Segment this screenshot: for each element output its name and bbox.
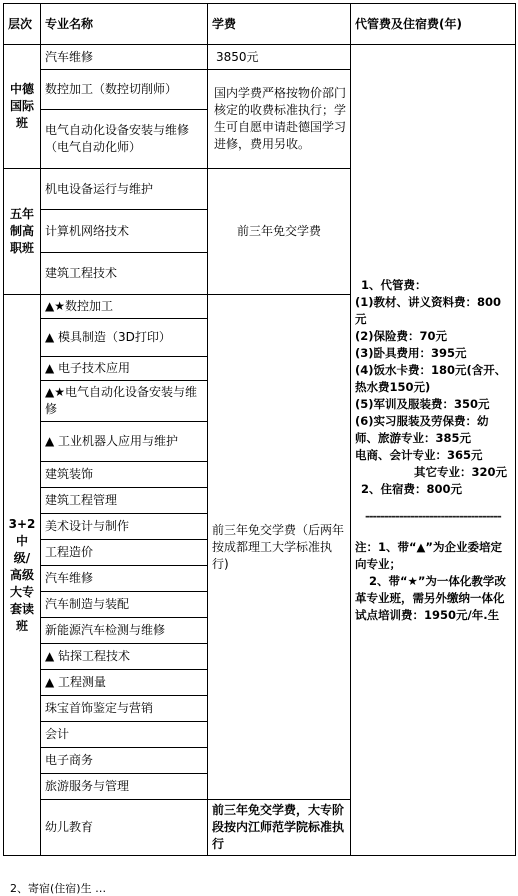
major-cell: ▲★数控加工 [41,295,208,319]
major-cell: 新能源汽车检测与维修 [41,618,208,644]
major-cell: 珠宝首饰鉴定与营销 [41,696,208,722]
major-cell: ▲ 电子技术应用 [41,357,208,381]
major-cell: 电气自动化设备安装与维修（电气自动化师） [41,110,208,169]
fee-item: 1、代管费： [361,277,427,292]
major-cell: 电子商务 [41,748,208,774]
major-cell: 会计 [41,722,208,748]
major-cell: 幼儿教育 [41,800,208,856]
footer-text: 2、寄宿(住宿)生 … [10,882,107,895]
category-sino-german: 中德国际班 [4,45,41,169]
fee-table [3,3,516,856]
fee-item: (2)保险费：70元 [355,328,448,343]
tuition-cell: 前三年免交学费（后两年按成都理工大学标准执行) [208,295,351,800]
fee-item: (3)卧具费用：395元 [355,345,467,360]
category-five-year: 五年制高职班 [4,169,41,295]
major-cell: ▲ 模具制造（3D打印） [41,319,208,357]
fee-item: (5)军训及服装费：350元 [355,396,490,411]
header-major: 专业名称 [41,4,208,45]
major-cell: 汽车维修 [41,566,208,592]
major-cell: 汽车制造与装配 [41,592,208,618]
tuition-cell: 国内学费严格按物价部门核定的收费标准执行；学生可自愿申请赴德国学习进修，费用另收。 [208,70,351,169]
major-cell: 旅游服务与管理 [41,774,208,800]
divider-line: ------------------------------------ [365,508,501,523]
fee-item: (6)实习服装及劳保费：幼师、旅游专业：385元 [355,413,489,445]
note-item: 2、带“★”为一体化教学改革专业班，需另外缴纳一体化试点培训费：1950元/年.生 [355,573,506,622]
major-cell: ▲ 工业机器人应用与维护 [41,422,208,462]
fee-item: 其它专业：320元 [413,464,507,479]
major-cell: ▲ 钻探工程技术 [41,644,208,670]
major-cell: 建筑工程管理 [41,488,208,514]
major-cell: 机电设备运行与维护 [41,169,208,210]
major-cell: 汽车维修 [41,45,208,70]
major-cell: 建筑工程技术 [41,253,208,295]
major-cell: 数控加工（数控切削师） [41,70,208,110]
major-cell: 计算机网络技术 [41,210,208,253]
fee-item: (4)饭水卡费：180元(含开、热水费150元) [355,362,507,394]
major-cell: 工程造价 [41,540,208,566]
note-item: 注：1、带“▲”为企业委培定向专业； [355,539,502,571]
major-cell: 美术设计与制作 [41,514,208,540]
header-management: 代管费及住宿费(年) [351,4,516,45]
tuition-cell: 前三年免交学费，大专阶段按内江师范学院标准执行 [208,800,351,856]
header-tuition: 学费 [208,4,351,45]
fee-item: (1)教材、讲义资料费：800元 [355,294,502,326]
major-cell: ▲ 工程测量 [41,670,208,696]
category-three-plus-two: 3+2中级/高级大专套读班 [4,295,41,856]
fee-item: 2、住宿费：800元 [361,481,463,496]
header-level: 层次 [4,4,41,45]
management-fees-cell [351,45,516,856]
tuition-cell: 前三年免交学费 [208,169,351,295]
tuition-cell: 3850元 [208,45,351,70]
fee-item: 电商、会计专业：365元 [355,447,483,462]
major-cell: ▲★电气自动化设备安装与维修 [41,381,208,422]
major-cell: 建筑装饰 [41,462,208,488]
